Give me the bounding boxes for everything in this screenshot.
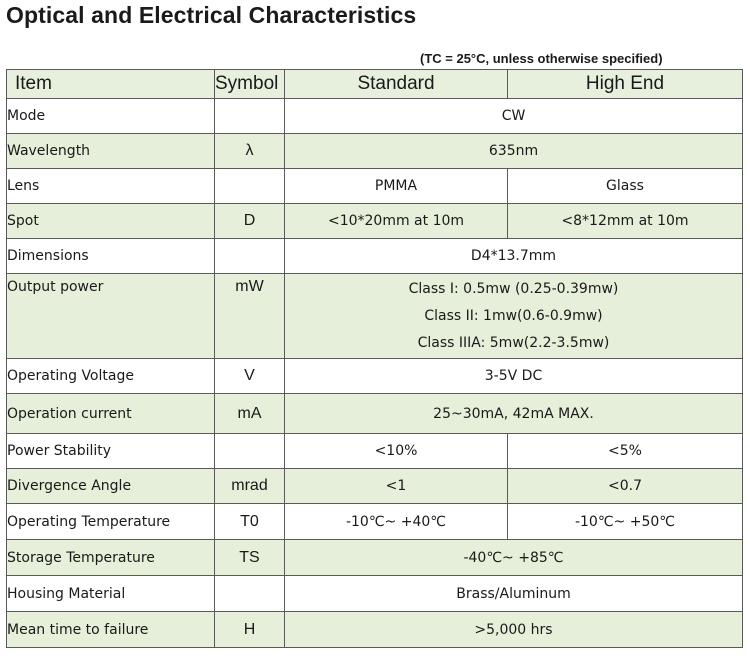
- row-value: Brass/Aluminum: [285, 576, 743, 612]
- row-symbol: [215, 576, 285, 612]
- row-value: 635nm: [285, 134, 743, 169]
- row-item: Operating Voltage: [7, 359, 215, 394]
- header-item: Item: [7, 70, 215, 99]
- header-standard: Standard: [285, 70, 508, 99]
- table-row: [7, 274, 743, 359]
- row-symbol: D: [215, 204, 285, 239]
- row-item: Power Stability: [7, 434, 215, 469]
- row-item: Divergence Angle: [7, 469, 215, 504]
- row-high-end-value: <8*12mm at 10m: [508, 204, 743, 239]
- row-item: Dimensions: [7, 239, 215, 274]
- output-power-line: Class IIIA: 5mw(2.2-3.5mw): [417, 334, 610, 351]
- row-symbol: [215, 99, 285, 134]
- row-standard-value: <1: [285, 469, 508, 504]
- table-row: [7, 204, 743, 239]
- row-high-end-value: <5%: [508, 434, 743, 469]
- row-symbol: [215, 434, 285, 469]
- table-row: [7, 576, 743, 612]
- row-high-end-value: <0.7: [508, 469, 743, 504]
- header-high-end: High End: [508, 70, 743, 99]
- output-power-line: Class I: 0.5mw (0.25-0.39mw): [408, 280, 619, 297]
- row-symbol: V: [215, 359, 285, 394]
- row-item: Mode: [7, 99, 215, 134]
- row-item: Operation current: [7, 394, 215, 434]
- row-standard-value: <10*20mm at 10m: [285, 204, 508, 239]
- row-symbol: mA: [215, 394, 285, 434]
- row-symbol: H: [215, 612, 285, 648]
- header-symbol: Symbol: [215, 70, 285, 99]
- table-row: [7, 239, 743, 274]
- row-symbol: λ: [215, 134, 285, 169]
- row-high-end-value: Glass: [508, 169, 743, 204]
- row-value: CW: [285, 99, 743, 134]
- row-high-end-value: -10℃~ +50℃: [508, 504, 743, 540]
- row-item: Storage Temperature: [7, 540, 215, 576]
- row-value: 3-5V DC: [285, 359, 743, 394]
- table-row: [7, 394, 743, 434]
- row-item: Spot: [7, 204, 215, 239]
- row-item: Lens: [7, 169, 215, 204]
- row-item: Output power: [7, 274, 215, 359]
- row-item: Mean time to failure: [7, 612, 215, 648]
- row-value: D4*13.7mm: [285, 239, 743, 274]
- row-value: [285, 274, 743, 359]
- row-symbol: TS: [215, 540, 285, 576]
- row-symbol: [215, 169, 285, 204]
- table-row: [7, 134, 743, 169]
- page-title: Optical and Electrical Characteristics: [6, 2, 417, 28]
- table-row: [7, 612, 743, 648]
- table-row: [7, 469, 743, 504]
- row-item: Housing Material: [7, 576, 215, 612]
- header-row: [7, 70, 743, 99]
- table-row: [7, 434, 743, 469]
- row-standard-value: PMMA: [285, 169, 508, 204]
- row-item: Wavelength: [7, 134, 215, 169]
- row-item: Operating Temperature: [7, 504, 215, 540]
- row-value: >5,000 hrs: [285, 612, 743, 648]
- table-row: [7, 540, 743, 576]
- row-value: -40℃~ +85℃: [285, 540, 743, 576]
- output-power-line: Class II: 1mw(0.6-0.9mw): [424, 307, 603, 324]
- row-standard-value: -10℃~ +40℃: [285, 504, 508, 540]
- spec-table: [6, 69, 743, 648]
- row-standard-value: <10%: [285, 434, 508, 469]
- table-row: [7, 99, 743, 134]
- table-row: [7, 504, 743, 540]
- table-row: [7, 169, 743, 204]
- condition-note: (TC = 25°C, unless otherwise specified): [420, 51, 663, 66]
- row-symbol: mrad: [215, 469, 285, 504]
- row-symbol: mW: [215, 274, 285, 359]
- row-value: 25~30mA, 42mA MAX.: [285, 394, 743, 434]
- table-row: [7, 359, 743, 394]
- row-symbol: T0: [215, 504, 285, 540]
- row-symbol: [215, 239, 285, 274]
